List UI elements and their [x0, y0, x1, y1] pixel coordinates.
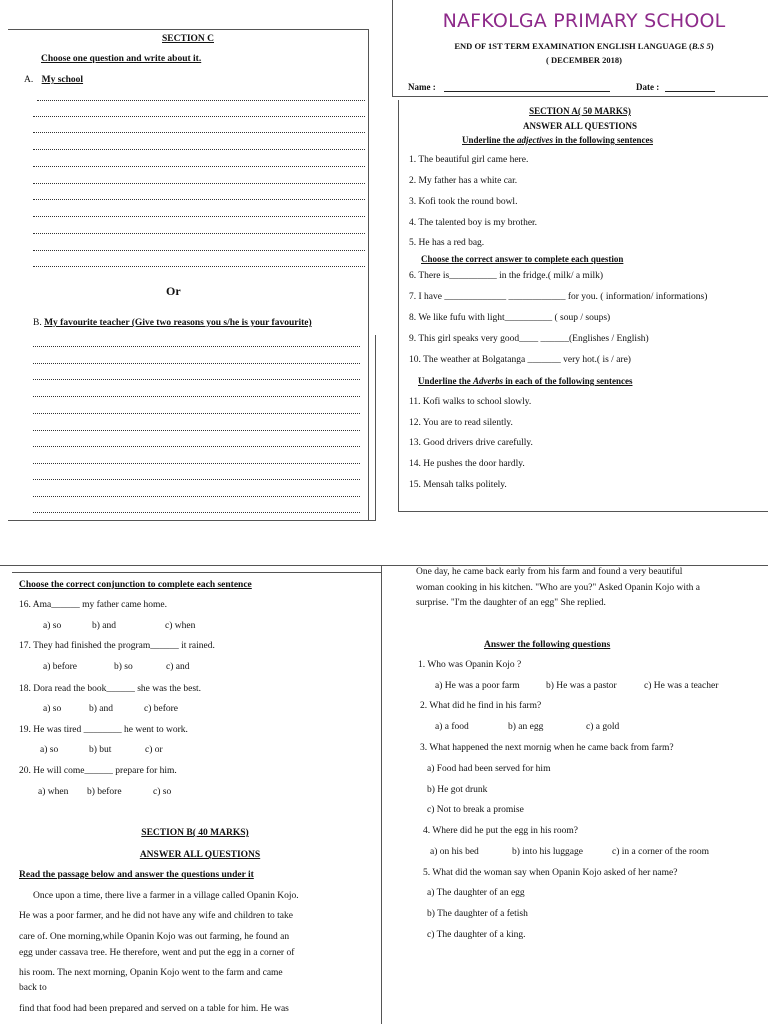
- writing-line[interactable]: [33, 446, 360, 447]
- section-c-top-border: [8, 29, 369, 30]
- exam-title: [400, 41, 768, 51]
- q19-option-a[interactable]: a) so: [40, 745, 59, 755]
- q17-option-c[interactable]: c) and: [166, 662, 190, 672]
- q20-option-b[interactable]: b) before: [87, 787, 122, 797]
- bottom-top-border: [0, 565, 768, 566]
- option-b-prefix: B.: [33, 318, 42, 328]
- section-c-instruction: Choose one question and write about it.: [41, 54, 202, 64]
- adjectives-heading-post: in the following sentences: [552, 135, 653, 145]
- q19-option-b[interactable]: b) but: [89, 745, 112, 755]
- question-9: 9. This girl speaks very good____ ______(Englishes / English): [409, 334, 649, 344]
- questions-heading: Answer the following questions: [484, 640, 611, 650]
- q18-option-a[interactable]: a) so: [43, 704, 62, 714]
- question-4: 4. The talented boy is my brother.: [409, 218, 538, 228]
- writing-line[interactable]: [33, 183, 365, 184]
- cq5-option-b[interactable]: b) The daughter of a fetish: [427, 909, 528, 919]
- passage-line: woman cooking in his kitchen. "Who are you?" Asked Opanin Kojo with a: [416, 583, 700, 593]
- bottom-divider: [381, 566, 382, 1024]
- writing-line[interactable]: [33, 116, 365, 117]
- passage-line: find that food had been prepared and served on a table for him. He was: [19, 1004, 289, 1014]
- cq4-option-c[interactable]: c) in a corner of the room: [612, 847, 710, 857]
- question-19: 19. He was tired ________ he went to work.: [19, 725, 188, 735]
- section-c-outer-border: [375, 335, 376, 521]
- question-20: 20. He will come______ prepare for him.: [19, 766, 177, 776]
- school-name: NAFKOLGA PRIMARY SCHOOL: [442, 10, 726, 32]
- writing-line[interactable]: [33, 233, 365, 234]
- question-16: 16. Ama______ my father came home.: [19, 600, 168, 610]
- cq2-option-b[interactable]: b) an egg: [508, 722, 544, 732]
- or-divider: Or: [166, 284, 181, 298]
- option-b-topic: My favourite teacher (Give two reasons you s/he is your favourite): [44, 318, 312, 328]
- cq3-option-a[interactable]: a) Food had been served for him: [427, 764, 551, 774]
- question-15: 15. Mensah talks politely.: [409, 480, 507, 490]
- cq2-option-c[interactable]: c) a gold: [586, 722, 620, 732]
- writing-line[interactable]: [37, 100, 365, 101]
- question-11: 11. Kofi walks to school slowly.: [409, 397, 532, 407]
- question-8: 8. We like fufu with light__________ ( soup / soups): [409, 313, 611, 323]
- writing-line[interactable]: [33, 512, 360, 513]
- writing-line[interactable]: [33, 132, 365, 133]
- passage-line: his room. The next morning, Opanin Kojo went to the farm and came: [19, 968, 283, 978]
- conjunction-heading: Choose the correct conjunction to complete each sentence: [19, 580, 252, 590]
- section-a-title: SECTION A( 50 MARKS): [529, 106, 631, 116]
- writing-line[interactable]: [33, 413, 360, 414]
- question-5: 5. He has a red bag.: [409, 238, 485, 248]
- cq5-option-c[interactable]: c) The daughter of a king.: [427, 930, 526, 940]
- question-3: 3. Kofi took the round bowl.: [409, 197, 518, 207]
- cq5-option-a[interactable]: a) The daughter of an egg: [427, 888, 525, 898]
- writing-line[interactable]: [33, 266, 365, 267]
- adverbs-heading-pre: Underline the: [418, 376, 473, 386]
- section-a-bottom-border: [398, 511, 768, 512]
- question-1: 1. The beautiful girl came here.: [409, 155, 529, 165]
- comprehension-q1: 1. Who was Opanin Kojo ?: [418, 660, 522, 670]
- comprehension-q4: 4. Where did he put the egg in his room?: [423, 826, 578, 836]
- writing-line[interactable]: [33, 363, 360, 364]
- section-a-subtitle: ANSWER ALL QUESTIONS: [522, 121, 638, 131]
- q20-option-a[interactable]: a) when: [38, 787, 69, 797]
- exam-title-text: END OF 1ST TERM EXAMINATION ENGLISH LANGUAGE (: [454, 41, 692, 51]
- question-17: 17. They had finished the program______ it rained.: [19, 641, 215, 651]
- section-c-title: SECTION C: [162, 34, 214, 44]
- section-c-bottom-border: [8, 520, 376, 521]
- cq1-option-c[interactable]: c) He was a teacher: [644, 681, 719, 691]
- writing-line[interactable]: [33, 430, 360, 431]
- bottom-left-top-border: [12, 572, 382, 573]
- writing-line[interactable]: [33, 396, 360, 397]
- cq3-option-c[interactable]: c) Not to break a promise: [427, 805, 524, 815]
- writing-line[interactable]: [33, 346, 360, 347]
- question-12: 12. You are to read silently.: [409, 418, 513, 428]
- question-13: 13. Good drivers drive carefully.: [409, 438, 533, 448]
- adverbs-heading: [418, 376, 633, 386]
- section-b-title: SECTION B( 40 MARKS): [141, 828, 249, 838]
- section-c-option-b: [33, 318, 312, 328]
- exam-date: ( DECEMBER 2018): [545, 55, 623, 65]
- q17-option-a[interactable]: a) before: [43, 662, 78, 672]
- adjectives-heading-pre: Underline the: [462, 135, 517, 145]
- q18-option-c[interactable]: c) before: [144, 704, 179, 714]
- header-left-border: [392, 0, 393, 96]
- writing-line[interactable]: [33, 496, 360, 497]
- header-bottom-border: [392, 96, 768, 97]
- writing-line[interactable]: [33, 250, 365, 251]
- cq1-option-b[interactable]: b) He was a pastor: [546, 681, 617, 691]
- name-field[interactable]: [444, 91, 610, 92]
- section-c-option-a: [24, 75, 83, 85]
- cq2-option-a[interactable]: a) a food: [435, 722, 469, 732]
- date-label: Date :: [636, 82, 660, 92]
- question-18: 18. Dora read the book______ she was the best.: [19, 684, 202, 694]
- passage-line: One day, he came back early from his farm and found a very beautiful: [416, 567, 683, 577]
- question-6: 6. There is__________ in the fridge.( milk/ a milk): [409, 271, 604, 281]
- writing-line[interactable]: [33, 379, 360, 380]
- section-c-right-border: [368, 29, 369, 520]
- exam-title-end: ): [710, 41, 714, 51]
- section-b-subtitle: ANSWER ALL QUESTIONS: [139, 850, 261, 860]
- writing-line[interactable]: [33, 479, 360, 480]
- question-7: 7. I have _____________ ____________ for you. ( information/ informations): [409, 292, 708, 302]
- date-field[interactable]: [665, 91, 715, 92]
- cq1-option-a[interactable]: a) He was a poor farm: [435, 681, 520, 691]
- question-10: 10. The weather at Bolgatanga _______ very hot.( is / are): [409, 355, 631, 365]
- passage-line: Once upon a time, there live a farmer in a village called Opanin Kojo.: [33, 891, 299, 901]
- q20-option-c[interactable]: c) so: [153, 787, 172, 797]
- adverbs-heading-post: in each of the following sentences: [503, 376, 633, 386]
- passage-line: egg under cassava tree. He therefore, went and put the egg in a corner of: [19, 948, 295, 958]
- q17-option-b[interactable]: b) so: [114, 662, 133, 672]
- section-b-instruction: Read the passage below and answer the questions under it: [19, 870, 254, 880]
- question-14: 14. He pushes the door hardly.: [409, 459, 525, 469]
- passage-line: back to: [19, 983, 47, 993]
- option-a-topic: My school: [41, 75, 84, 85]
- section-a-left-border: [398, 100, 399, 512]
- q18-option-b[interactable]: b) and: [89, 704, 114, 714]
- passage-line: care of. One morning,while Opanin Kojo was out farming, he found an: [19, 932, 290, 942]
- choose-answer-heading: Choose the correct answer to complete each question: [421, 254, 624, 264]
- comprehension-q2: 2. What did he find in his farm?: [420, 701, 542, 711]
- adverbs-word: Adverbs: [473, 376, 503, 386]
- q16-option-a[interactable]: a) so: [43, 621, 62, 631]
- q16-option-c[interactable]: c) when: [165, 621, 196, 631]
- passage-line: He was a poor farmer, and he did not have any wife and children to take: [19, 911, 293, 921]
- q16-option-b[interactable]: b) and: [92, 621, 117, 631]
- adjectives-word: adjectives: [517, 135, 553, 145]
- cq3-option-b[interactable]: b) He got drunk: [427, 785, 488, 795]
- cq4-option-a[interactable]: a) on his bed: [430, 847, 479, 857]
- cq4-option-b[interactable]: b) into his luggage: [512, 847, 583, 857]
- writing-line[interactable]: [33, 463, 360, 464]
- adjectives-heading: [462, 135, 653, 145]
- q19-option-c[interactable]: c) or: [145, 745, 163, 755]
- comprehension-q5: 5. What did the woman say when Opanin Kojo asked of her name?: [423, 868, 678, 878]
- writing-line[interactable]: [33, 199, 365, 200]
- writing-line[interactable]: [33, 216, 365, 217]
- writing-line[interactable]: [33, 149, 365, 150]
- exam-class: B.S 5: [691, 41, 711, 51]
- question-2: 2. My father has a white car.: [409, 176, 518, 186]
- writing-line[interactable]: [33, 166, 365, 167]
- name-label: Name :: [408, 82, 436, 92]
- comprehension-q3: 3. What happened the next mornig when he came back from farm?: [420, 743, 674, 753]
- option-a-prefix: A.: [24, 75, 34, 85]
- passage-line: surprise. "I'm the daughter of an egg" She replied.: [416, 598, 606, 608]
